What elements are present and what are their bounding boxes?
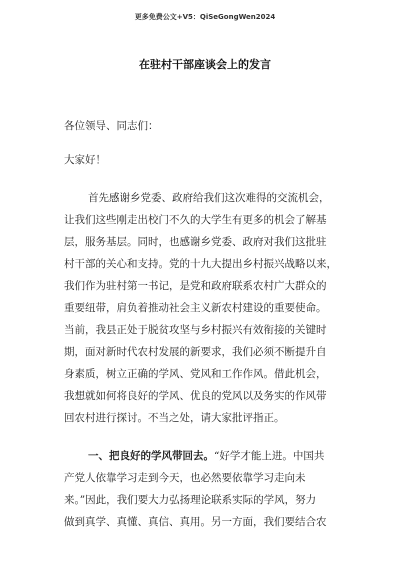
section-line: 产党人依靠学习走到今天，也必然要依靠学习走向未 — [64, 472, 306, 484]
header-note: 更多免费公文+V5：QiSeGongWen2024 — [134, 13, 276, 21]
paragraph-line: 期，面对新时代农村发展的新要求，我们必须不断提升自 — [64, 346, 327, 358]
paragraph-line: 我想就如何将良好的学风、优良的党风以及务实的作风带 — [64, 390, 327, 402]
paragraph-line: 当前，我县正处于脱贫攻坚与乡村振兴有效衔接的关键时 — [64, 324, 327, 336]
section-line: 来。”因此，我们要大力弘扬理论联系实际的学风，努力 — [64, 494, 317, 506]
paragraph-line: 让我们这些刚走出校门不久的大学生有更多的机会了解基 — [64, 214, 327, 226]
section-line: 做到真学、真懂、真信、真用。另一方面，我们要结合农 — [64, 516, 327, 528]
document-title: 在驻村干部座谈会上的发言 — [139, 58, 271, 71]
paragraph-line: 重要纽带，肩负着推动社会主义新农村建设的重要使命。 — [64, 302, 327, 314]
section-1-heading: 一、把良好的学风带回去。 — [88, 450, 214, 462]
paragraph-line: 村干部的关心和支持。党的十九大提出乡村振兴战略以来， — [64, 258, 337, 270]
salutation: 各位领导、同志们： — [64, 120, 159, 132]
section-1-text: “好学才能上进。中国共 — [214, 450, 325, 462]
section-1-first-line — [88, 448, 324, 463]
paragraph-line: 我们作为驻村第一书记，是党和政府联系农村广大群众的 — [64, 280, 327, 292]
paragraph-line: 身素质，树立正确的学风、党风和工作作风。借此机会， — [64, 368, 327, 380]
greeting: 大家好！ — [64, 154, 106, 166]
paragraph-line: 首先感谢乡党委、政府给我们这次难得的交流机会， — [88, 192, 330, 204]
paragraph-line: 回农村进行探讨。不当之处，请大家批评指正。 — [64, 412, 285, 424]
paragraph-line: 层，服务基层。同时，也感谢乡党委、政府对我们这批驻 — [64, 236, 327, 248]
